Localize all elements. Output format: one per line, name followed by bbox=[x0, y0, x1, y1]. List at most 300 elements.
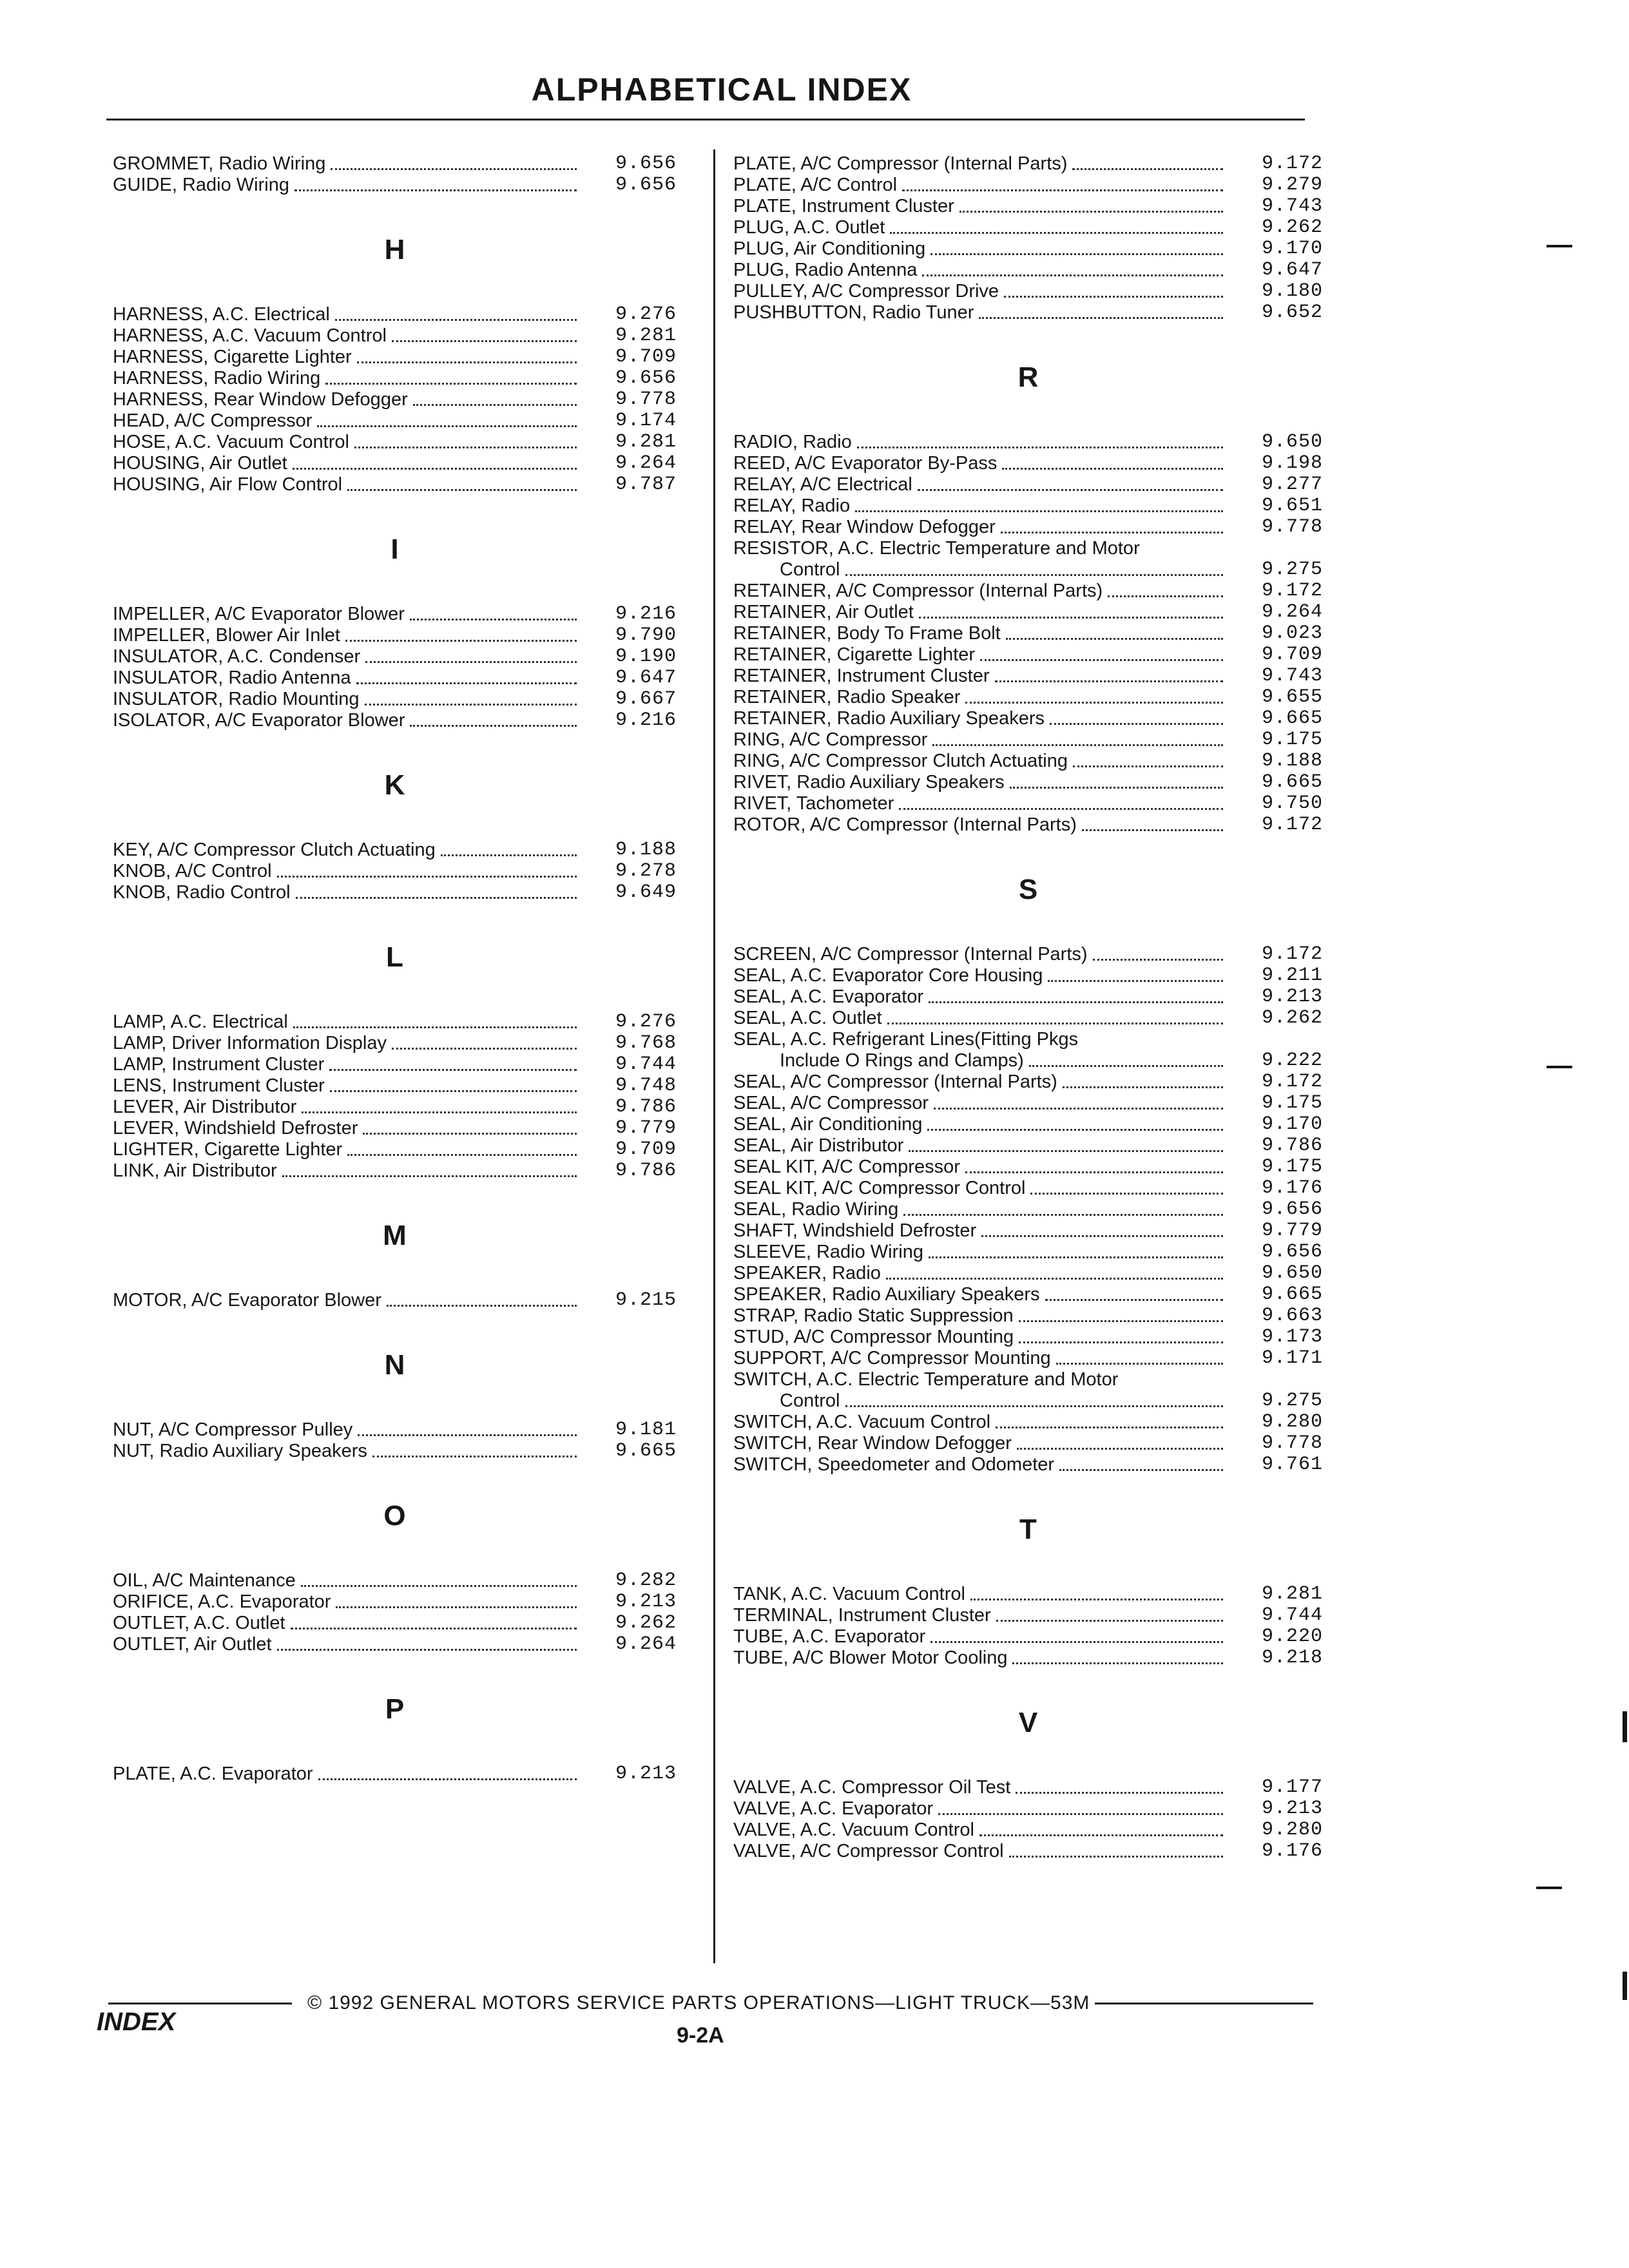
dot-leader bbox=[293, 468, 577, 470]
index-entry-name: RETAINER, Air Outlet bbox=[733, 602, 914, 622]
index-entry bbox=[733, 1798, 1323, 1820]
index-entry-page: 9.276 bbox=[615, 1011, 677, 1033]
index-entry bbox=[733, 1114, 1323, 1135]
index-entry bbox=[733, 175, 1323, 196]
index-entry bbox=[113, 304, 677, 325]
index-entry-name: VALVE, A.C. Compressor Oil Test bbox=[733, 1777, 1011, 1798]
index-entry-name: SHAFT, Windshield Defroster bbox=[733, 1220, 977, 1241]
index-entry-name: LAMP, Instrument Cluster bbox=[113, 1054, 325, 1075]
index-entry-name: RELAY, Rear Window Defogger bbox=[733, 517, 996, 537]
dot-leader bbox=[996, 1427, 1223, 1428]
index-entry-name: HARNESS, A.C. Electrical bbox=[113, 304, 330, 325]
dot-leader bbox=[1012, 1662, 1223, 1664]
index-entry-page: 9.665 bbox=[1261, 1283, 1323, 1305]
section-letter: P bbox=[385, 1693, 405, 1725]
index-entry-page: 9.778 bbox=[1261, 1432, 1323, 1454]
index-entry bbox=[113, 1634, 677, 1655]
dot-leader bbox=[857, 447, 1223, 448]
dot-leader bbox=[938, 1813, 1223, 1815]
dot-leader bbox=[934, 1108, 1223, 1110]
index-entry-page: 9.264 bbox=[1261, 601, 1323, 623]
dot-leader bbox=[354, 447, 577, 448]
index-entry-name: LINK, Air Distributor bbox=[113, 1160, 277, 1181]
dot-leader bbox=[335, 319, 577, 321]
dot-leader bbox=[922, 274, 1223, 276]
section-letter: L bbox=[386, 941, 403, 973]
dot-leader bbox=[387, 1305, 577, 1307]
dot-leader bbox=[930, 253, 1223, 255]
index-entry-page: 9.172 bbox=[1261, 814, 1323, 836]
index-entry-page: 9.778 bbox=[615, 389, 677, 410]
dot-leader bbox=[410, 725, 577, 727]
footer-copyright: © 1992 GENERAL MOTORS SERVICE PARTS OPERATIONS—LIGHT TRUCK—53M bbox=[307, 1992, 1090, 2013]
index-entry-page: 9.655 bbox=[1261, 686, 1323, 708]
index-entry bbox=[733, 1199, 1323, 1220]
index-entry-page: 9.170 bbox=[1261, 1113, 1323, 1135]
index-entry bbox=[113, 1118, 677, 1139]
index-entry-page: 9.262 bbox=[1261, 1007, 1323, 1029]
index-entry bbox=[113, 1419, 677, 1441]
index-entry-name: SEAL, Air Distributor bbox=[733, 1135, 904, 1156]
index-entry-page: 9.175 bbox=[1261, 729, 1323, 751]
index-entry bbox=[733, 1626, 1323, 1648]
index-entry bbox=[733, 538, 1323, 581]
index-entry bbox=[113, 1075, 677, 1097]
index-entry-page: 9.213 bbox=[1261, 1798, 1323, 1820]
index-entry-name: SLEEVE, Radio Wiring bbox=[733, 1242, 923, 1262]
index-entry-page: 9.170 bbox=[1261, 238, 1323, 260]
index-entry-name: PLATE, A.C. Evaporator bbox=[113, 1763, 313, 1784]
index-entry-name: LAMP, A.C. Electrical bbox=[113, 1012, 288, 1032]
dot-leader bbox=[365, 661, 577, 663]
index-entry bbox=[733, 153, 1323, 175]
index-entry-name: VALVE, A.C. Vacuum Control bbox=[733, 1820, 974, 1840]
index-entry-name: RADIO, Radio bbox=[733, 432, 852, 452]
dot-leader bbox=[302, 1111, 577, 1113]
index-entry-name: SEAL, A.C. Refrigerant Lines(Fitting Pkgs bbox=[733, 1029, 1079, 1050]
dot-leader bbox=[1050, 723, 1223, 725]
index-entry-page: 9.176 bbox=[1261, 1840, 1323, 1862]
index-entry-name: RIVET, Radio Auxiliary Speakers bbox=[733, 772, 1005, 793]
index-entry-page: 9.748 bbox=[615, 1075, 677, 1097]
index-entry-name: SWITCH, Rear Window Defogger bbox=[733, 1433, 1012, 1454]
dot-leader bbox=[890, 232, 1223, 234]
dot-leader bbox=[365, 704, 577, 706]
dot-leader bbox=[845, 574, 1223, 576]
index-entry-page: 9.222 bbox=[1261, 1050, 1323, 1072]
index-entry-name: STUD, A/C Compressor Mounting bbox=[733, 1327, 1014, 1347]
index-entry-name: OUTLET, A.C. Outlet bbox=[113, 1613, 285, 1633]
index-entry-page: 9.172 bbox=[1261, 153, 1323, 175]
dot-leader bbox=[1059, 1469, 1223, 1471]
dot-leader bbox=[899, 808, 1223, 810]
index-entry bbox=[113, 1613, 677, 1634]
dot-leader bbox=[277, 876, 577, 878]
index-entry bbox=[733, 495, 1323, 517]
index-entry-name: RETAINER, Radio Speaker bbox=[733, 687, 961, 707]
index-entry-page: 9.663 bbox=[1261, 1305, 1323, 1327]
dot-leader bbox=[965, 1171, 1223, 1173]
index-entry-name: RELAY, Radio bbox=[733, 495, 851, 516]
dot-leader bbox=[329, 1069, 577, 1071]
index-entry bbox=[113, 861, 677, 882]
index-entry bbox=[113, 410, 677, 432]
index-entry-page: 9.787 bbox=[615, 474, 677, 495]
dot-leader bbox=[929, 1256, 1223, 1258]
edge-mark bbox=[1547, 245, 1572, 247]
index-entry-page: 9.275 bbox=[1261, 559, 1323, 581]
index-entry-name: INSULATOR, A.C. Condenser bbox=[113, 646, 361, 667]
index-entry bbox=[733, 1093, 1323, 1114]
index-entry-page: 9.656 bbox=[615, 174, 677, 196]
dot-leader bbox=[413, 404, 577, 406]
index-entry-name: PULLEY, A/C Compressor Drive bbox=[733, 281, 999, 302]
dot-leader bbox=[981, 1235, 1223, 1237]
index-entry bbox=[113, 153, 677, 175]
index-entry bbox=[733, 1263, 1323, 1284]
index-entry bbox=[733, 217, 1323, 238]
index-entry bbox=[733, 602, 1323, 623]
index-entry-page: 9.213 bbox=[1261, 986, 1323, 1008]
dot-leader bbox=[886, 1278, 1223, 1280]
index-entry-page: 9.188 bbox=[1261, 750, 1323, 772]
edge-bar bbox=[1623, 1972, 1627, 2000]
index-entry bbox=[733, 1820, 1323, 1841]
section-letter: N bbox=[384, 1349, 405, 1381]
dot-leader bbox=[970, 1599, 1223, 1600]
dot-leader bbox=[845, 1405, 1223, 1407]
index-entry-name: OUTLET, Air Outlet bbox=[113, 1634, 272, 1655]
index-entry-name: RETAINER, A/C Compressor (Internal Parts) bbox=[733, 581, 1103, 601]
footer-copyright-line bbox=[108, 1992, 1313, 2014]
dot-leader bbox=[363, 1133, 577, 1135]
index-entry-name: RING, A/C Compressor bbox=[733, 729, 928, 750]
index-entry bbox=[733, 1369, 1323, 1412]
section-letter: H bbox=[384, 234, 405, 265]
index-entry-page: 9.650 bbox=[1261, 1262, 1323, 1284]
index-entry-name: TERMINAL, Instrument Cluster bbox=[733, 1605, 991, 1626]
index-entry-page: 9.174 bbox=[615, 410, 677, 432]
index-entry-name: SEAL, Air Conditioning bbox=[733, 1114, 923, 1135]
index-entry bbox=[113, 368, 677, 389]
index-entry-name: RELAY, A/C Electrical bbox=[733, 474, 912, 495]
index-entry-page: 9.665 bbox=[1261, 771, 1323, 793]
section-letter: K bbox=[384, 769, 405, 801]
index-entry-continuation bbox=[733, 1050, 1227, 1072]
index-entry bbox=[733, 453, 1323, 474]
index-entry bbox=[733, 666, 1323, 687]
index-entry bbox=[733, 814, 1323, 836]
dot-leader bbox=[372, 1456, 577, 1457]
index-entry-page: 9.665 bbox=[1261, 707, 1323, 729]
dot-leader bbox=[855, 510, 1223, 512]
section-letter: S bbox=[1018, 874, 1038, 905]
dot-leader bbox=[919, 617, 1223, 619]
index-entry bbox=[733, 1841, 1323, 1862]
index-entry bbox=[113, 1763, 677, 1785]
index-entry bbox=[113, 689, 677, 710]
index-entry-page: 9.709 bbox=[1261, 644, 1323, 666]
index-entry-name: PLUG, Air Conditioning bbox=[733, 238, 926, 259]
index-entry-page: 9.656 bbox=[615, 367, 677, 389]
index-entry bbox=[113, 432, 677, 453]
index-entry-page: 9.215 bbox=[615, 1289, 677, 1311]
index-entry-page: 9.281 bbox=[1261, 1583, 1323, 1605]
index-entry-page: 9.786 bbox=[1261, 1135, 1323, 1157]
index-entry-name: LIGHTER, Cigarette Lighter bbox=[113, 1139, 343, 1160]
index-entry-page: 9.213 bbox=[615, 1763, 677, 1785]
dot-leader bbox=[918, 489, 1223, 491]
index-entry-name: SEAL, A/C Compressor bbox=[733, 1093, 929, 1113]
dot-leader bbox=[1002, 468, 1223, 470]
dot-leader bbox=[1006, 638, 1223, 640]
index-entry-name: VALVE, A/C Compressor Control bbox=[733, 1841, 1004, 1861]
index-entry-name: HOUSING, Air Outlet bbox=[113, 453, 287, 474]
dot-leader bbox=[903, 1214, 1223, 1216]
index-entry-name: HARNESS, Radio Wiring bbox=[113, 368, 321, 389]
section-letter: R bbox=[1017, 361, 1039, 393]
dot-leader bbox=[932, 744, 1223, 746]
index-entry bbox=[733, 260, 1323, 281]
footer-rule-left bbox=[108, 2003, 292, 2004]
index-entry-page: 9.650 bbox=[1261, 431, 1323, 453]
index-entry-page: 9.779 bbox=[1261, 1220, 1323, 1242]
dot-leader bbox=[930, 1641, 1223, 1643]
index-entry bbox=[733, 281, 1323, 302]
index-entry-name: SEAL, A/C Compressor (Internal Parts) bbox=[733, 1072, 1057, 1092]
dot-leader bbox=[301, 1585, 577, 1587]
index-entry-name: PLATE, Instrument Cluster bbox=[733, 196, 954, 216]
dot-leader bbox=[296, 897, 577, 899]
index-entry-page: 9.651 bbox=[1261, 495, 1323, 517]
index-entry-name-wrap bbox=[733, 538, 1227, 581]
index-entry bbox=[733, 1412, 1323, 1433]
index-entry bbox=[113, 1441, 677, 1462]
index-entry-page: 9.177 bbox=[1261, 1776, 1323, 1798]
index-entry-page: 9.264 bbox=[615, 1633, 677, 1655]
page-number: 9-2A bbox=[677, 2023, 724, 2048]
index-entry bbox=[113, 474, 677, 495]
index-entry bbox=[733, 1157, 1323, 1178]
index-entry-name-wrap bbox=[733, 1369, 1227, 1412]
index-entry bbox=[113, 325, 677, 347]
index-entry-name: SEAL, A.C. Evaporator Core Housing bbox=[733, 965, 1043, 986]
dot-leader bbox=[1016, 1792, 1223, 1794]
index-entry-name: ORIFICE, A.C. Evaporator bbox=[113, 1591, 331, 1612]
index-entry-name: SWITCH, A.C. Electric Temperature and Motor bbox=[733, 1369, 1119, 1390]
edge-mark bbox=[1547, 1066, 1572, 1068]
index-entry-name-continued: Control bbox=[780, 1390, 840, 1411]
index-entry-name: SEAL, A.C. Outlet bbox=[733, 1008, 882, 1028]
index-entry bbox=[113, 1160, 677, 1182]
index-entry-page: 9.216 bbox=[615, 709, 677, 731]
index-entry bbox=[113, 840, 677, 861]
dot-leader bbox=[1001, 532, 1223, 533]
index-entry-name: KEY, A/C Compressor Clutch Actuating bbox=[113, 840, 436, 860]
dot-leader bbox=[996, 1620, 1223, 1622]
index-entry bbox=[733, 729, 1323, 751]
index-entry bbox=[733, 1648, 1323, 1669]
index-entry bbox=[733, 238, 1323, 260]
index-entry bbox=[733, 965, 1323, 986]
dot-leader bbox=[1048, 980, 1223, 982]
page-title: ALPHABETICAL INDEX bbox=[531, 72, 912, 108]
index-entry-name: HARNESS, A.C. Vacuum Control bbox=[113, 325, 387, 346]
index-entry bbox=[733, 1008, 1323, 1029]
index-entry-page: 9.281 bbox=[615, 325, 677, 347]
index-entry bbox=[113, 625, 677, 646]
index-entry-page: 9.262 bbox=[1261, 216, 1323, 238]
index-entry-page: 9.218 bbox=[1261, 1647, 1323, 1669]
index-entry-page: 9.172 bbox=[1261, 580, 1323, 602]
index-entry bbox=[733, 772, 1323, 793]
index-entry-name: PUSHBUTTON, Radio Tuner bbox=[733, 302, 974, 323]
index-entry-page: 9.213 bbox=[615, 1591, 677, 1613]
index-entry-page: 9.779 bbox=[615, 1117, 677, 1139]
dot-leader bbox=[1010, 787, 1223, 789]
index-entry-name: SEAL, A.C. Evaporator bbox=[733, 986, 923, 1007]
index-entry-name: LAMP, Driver Information Display bbox=[113, 1033, 387, 1053]
dot-leader bbox=[1063, 1086, 1223, 1088]
index-entry bbox=[733, 474, 1323, 495]
index-entry-page: 9.667 bbox=[615, 688, 677, 710]
index-entry bbox=[733, 793, 1323, 814]
index-entry bbox=[733, 1605, 1323, 1626]
dot-leader bbox=[979, 1834, 1223, 1836]
index-entry bbox=[733, 944, 1323, 965]
index-entry-name: RETAINER, Body To Frame Bolt bbox=[733, 623, 1001, 644]
dot-leader bbox=[356, 682, 577, 684]
dot-leader bbox=[293, 1026, 577, 1028]
index-entry bbox=[733, 1178, 1323, 1199]
left-column bbox=[113, 153, 677, 1785]
dot-leader bbox=[330, 1090, 577, 1092]
dot-leader bbox=[1093, 959, 1223, 961]
footer-section-tag: INDEX bbox=[97, 2008, 176, 2036]
index-entry-name: HOSE, A.C. Vacuum Control bbox=[113, 432, 349, 452]
index-entry-name: SPEAKER, Radio Auxiliary Speakers bbox=[733, 1284, 1040, 1305]
index-entry-page: 9.709 bbox=[615, 1139, 677, 1160]
index-entry-name: PLATE, A/C Control bbox=[733, 175, 898, 195]
index-entry-name: SEAL KIT, A/C Compressor bbox=[733, 1157, 960, 1177]
index-entry-name: TUBE, A.C. Evaporator bbox=[733, 1626, 926, 1647]
index-entry bbox=[733, 1135, 1323, 1157]
index-entry-page: 9.656 bbox=[1261, 1198, 1323, 1220]
index-entry-page: 9.768 bbox=[615, 1032, 677, 1054]
dot-leader bbox=[392, 1048, 577, 1050]
index-entry-name: PLATE, A/C Compressor (Internal Parts) bbox=[733, 153, 1068, 174]
index-entry bbox=[733, 1242, 1323, 1263]
index-entry bbox=[113, 1033, 677, 1054]
index-entry bbox=[113, 1591, 677, 1613]
index-entry-name: SWITCH, Speedometer and Odometer bbox=[733, 1454, 1055, 1475]
index-entry-name: RETAINER, Radio Auxiliary Speakers bbox=[733, 708, 1045, 729]
index-entry-name: RIVET, Tachometer bbox=[733, 793, 894, 814]
index-entry-page: 9.786 bbox=[615, 1160, 677, 1182]
index-entry bbox=[113, 1570, 677, 1591]
index-entry-name: SUPPORT, A/C Compressor Mounting bbox=[733, 1348, 1051, 1369]
index-entry-page: 9.744 bbox=[1261, 1604, 1323, 1626]
dot-leader bbox=[1045, 1299, 1223, 1301]
dot-leader bbox=[282, 1175, 577, 1177]
index-entry bbox=[733, 687, 1323, 708]
index-entry-name: OIL, A/C Maintenance bbox=[113, 1570, 296, 1591]
index-entry-name: STRAP, Radio Static Suppression bbox=[733, 1305, 1014, 1326]
index-entry-page: 9.778 bbox=[1261, 516, 1323, 538]
index-entry-name: LENS, Instrument Cluster bbox=[113, 1075, 325, 1096]
dot-leader bbox=[1073, 765, 1223, 767]
section-letter: I bbox=[390, 533, 399, 565]
index-entry-page: 9.023 bbox=[1261, 622, 1323, 644]
index-entry bbox=[733, 581, 1323, 602]
dot-leader bbox=[1030, 1193, 1223, 1195]
index-entry-page: 9.761 bbox=[1261, 1454, 1323, 1475]
index-entry-name: IMPELLER, Blower Air Inlet bbox=[113, 625, 340, 646]
index-entry-name: HARNESS, Cigarette Lighter bbox=[113, 347, 352, 367]
index-entry bbox=[733, 1327, 1323, 1348]
dot-leader bbox=[347, 1154, 577, 1156]
index-entry-name: RETAINER, Cigarette Lighter bbox=[733, 644, 975, 665]
index-entry bbox=[733, 644, 1323, 666]
index-entry-page: 9.282 bbox=[615, 1570, 677, 1591]
dot-leader bbox=[927, 1129, 1223, 1131]
index-entry bbox=[113, 389, 677, 410]
dot-leader bbox=[392, 340, 577, 342]
column-divider bbox=[713, 149, 715, 1963]
index-entry-name-continued: Control bbox=[780, 559, 840, 580]
dot-leader bbox=[1017, 1448, 1223, 1450]
index-entry-page: 9.656 bbox=[615, 153, 677, 175]
index-entry-name: HOUSING, Air Flow Control bbox=[113, 474, 343, 495]
index-entry-page: 9.709 bbox=[615, 346, 677, 368]
index-entry-page: 9.743 bbox=[1261, 665, 1323, 687]
index-entry-page: 9.656 bbox=[1261, 1241, 1323, 1263]
dot-leader bbox=[410, 619, 577, 620]
index-entry-name: REED, A/C Evaporator By-Pass bbox=[733, 453, 998, 474]
index-entry bbox=[733, 623, 1323, 644]
index-entry-page: 9.280 bbox=[1261, 1411, 1323, 1433]
index-entry-page: 9.649 bbox=[615, 881, 677, 903]
dot-leader bbox=[1004, 296, 1223, 298]
index-entry-page: 9.790 bbox=[615, 624, 677, 646]
index-entry bbox=[113, 175, 677, 196]
index-entry-page: 9.786 bbox=[615, 1096, 677, 1118]
title-rule bbox=[106, 119, 1305, 120]
index-entry-name-wrap bbox=[733, 1029, 1227, 1072]
edge-mark bbox=[1536, 1887, 1562, 1889]
index-entry-continuation bbox=[733, 1390, 1227, 1412]
index-entry-name: ISOLATOR, A/C Evaporator Blower bbox=[113, 710, 405, 731]
index-entry-name: NUT, A/C Compressor Pulley bbox=[113, 1419, 353, 1440]
index-entry bbox=[113, 1139, 677, 1160]
index-entry bbox=[733, 1584, 1323, 1605]
dot-leader bbox=[1029, 1065, 1223, 1067]
index-entry-name: INSULATOR, Radio Mounting bbox=[113, 689, 360, 709]
index-entry-page: 9.647 bbox=[1261, 259, 1323, 281]
index-entry bbox=[113, 1054, 677, 1075]
dot-leader bbox=[347, 489, 577, 491]
index-entry-name: TANK, A.C. Vacuum Control bbox=[733, 1584, 965, 1604]
index-entry-page: 9.647 bbox=[615, 667, 677, 689]
index-entry-page: 9.744 bbox=[615, 1053, 677, 1075]
dot-leader bbox=[318, 1778, 577, 1780]
index-entry-name: PLUG, A.C. Outlet bbox=[733, 217, 885, 238]
dot-leader bbox=[1019, 1341, 1223, 1343]
dot-leader bbox=[965, 702, 1223, 704]
index-entry-page: 9.172 bbox=[1261, 943, 1323, 965]
edge-bar bbox=[1623, 1711, 1627, 1742]
index-entry bbox=[733, 708, 1323, 729]
